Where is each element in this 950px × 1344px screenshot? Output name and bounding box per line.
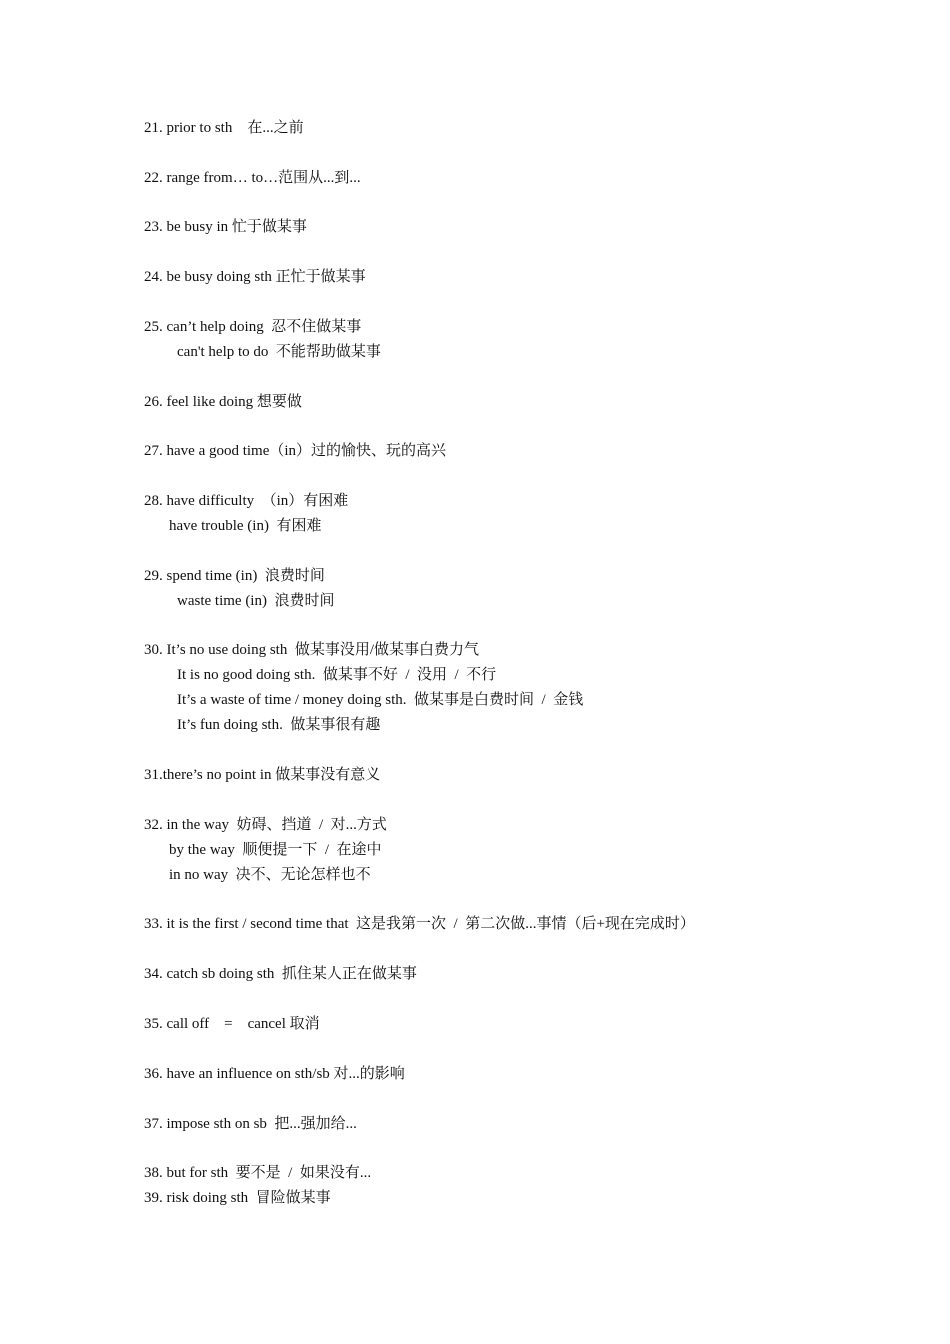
entry-22: 22. range from… to…范围从...到... (144, 170, 361, 186)
entry-39: 39. risk doing sth 冒险做某事 (144, 1190, 331, 1206)
entry-37: 37. impose sth on sb 把...强加给... (144, 1116, 357, 1132)
entry-32-sub-2: in no way 决不、无论怎样也不 (169, 867, 371, 883)
entry-30-sub-3: It’s fun doing sth. 做某事很有趣 (177, 717, 381, 733)
entry-27: 27. have a good time（in）过的愉快、玩的高兴 (144, 443, 447, 459)
entry-32-sub-1: by the way 顺便提一下 / 在途中 (169, 842, 382, 858)
entry-21: 21. prior to sth 在...之前 (144, 120, 304, 136)
entry-30-sub-2: It’s a waste of time / money doing sth. 做某事是白费时间 / 金钱 (177, 692, 584, 708)
entry-26: 26. feel like doing 想要做 (144, 394, 302, 410)
entry-31: 31.there’s no point in 做某事没有意义 (144, 767, 381, 783)
entry-30: 30. It’s no use doing sth 做某事没用/做某事白费力气 (144, 642, 480, 658)
entry-34: 34. catch sb doing sth 抓住某人正在做某事 (144, 966, 417, 982)
entry-25-sub: can't help to do 不能帮助做某事 (177, 344, 381, 360)
entry-36: 36. have an influence on sth/sb 对...的影响 (144, 1066, 405, 1082)
entry-29: 29. spend time (in) 浪费时间 (144, 568, 325, 584)
entry-38: 38. but for sth 要不是 / 如果没有... (144, 1165, 372, 1181)
entry-35: 35. call off = cancel 取消 (144, 1016, 320, 1032)
entry-33: 33. it is the first / second time that 这是我第一次 / 第二次做...事情（后+现在完成时） (144, 916, 695, 932)
entry-24: 24. be busy doing sth 正忙于做某事 (144, 269, 366, 285)
entry-32: 32. in the way 妨碍、挡道 / 对...方式 (144, 817, 387, 833)
entry-30-sub-1: It is no good doing sth. 做某事不好 / 没用 / 不行 (177, 667, 497, 683)
entry-29-sub: waste time (in) 浪费时间 (177, 593, 335, 609)
entry-23: 23. be busy in 忙于做某事 (144, 219, 307, 235)
entry-28-sub: have trouble (in) 有困难 (169, 518, 322, 534)
entry-25: 25. can’t help doing 忍不住做某事 (144, 319, 362, 335)
entry-28: 28. have difficulty （in）有困难 (144, 493, 349, 509)
